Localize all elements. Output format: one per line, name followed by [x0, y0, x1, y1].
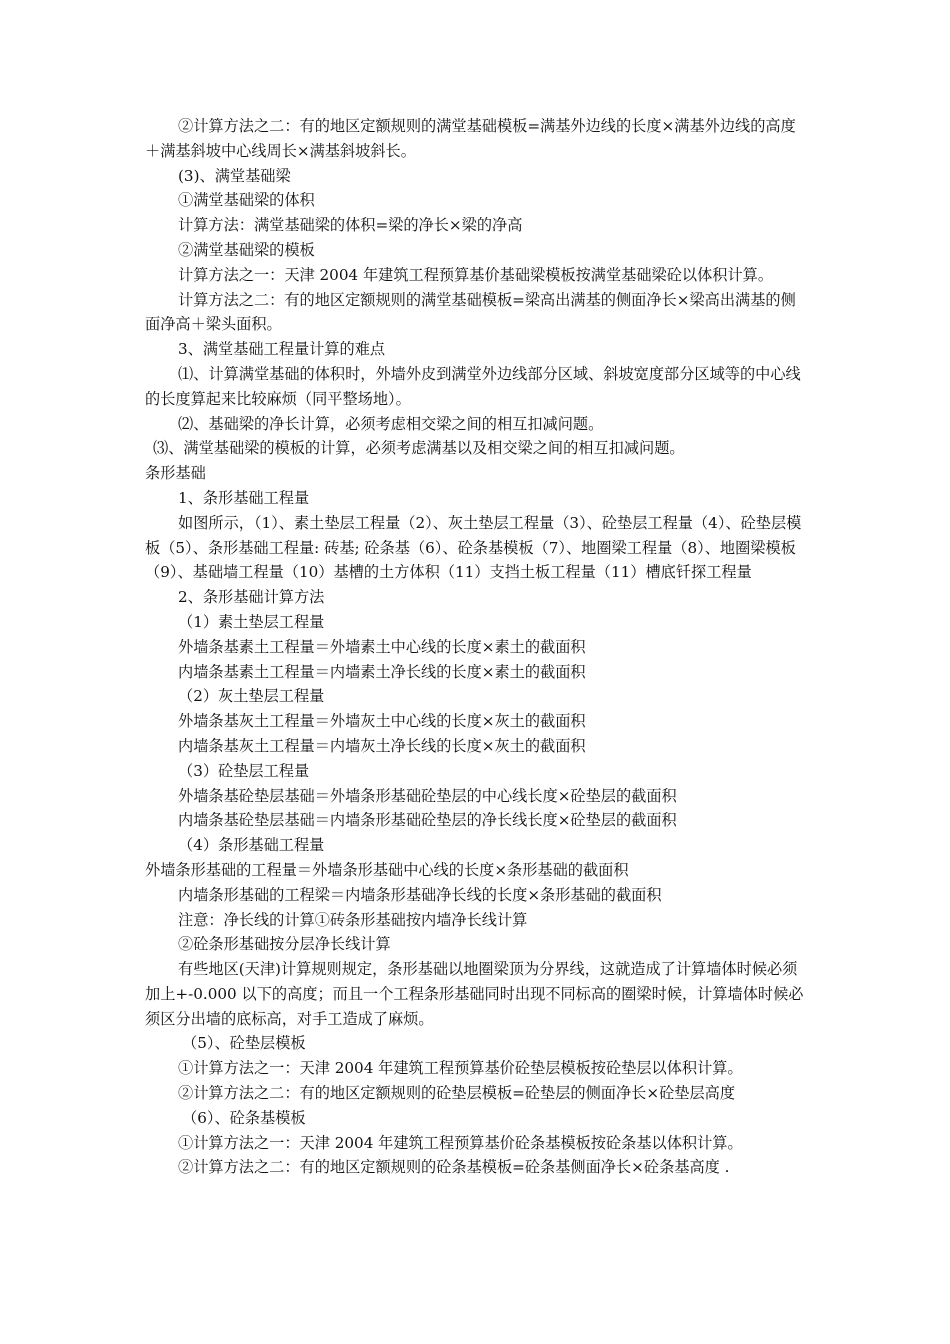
- subsection-heading: （3）砼垫层工程量: [178, 761, 310, 780]
- section-heading: 1、条形基础工程量: [178, 488, 310, 507]
- subsection-heading: （5）、砼垫层模板: [182, 1034, 306, 1053]
- paragraph: 计算方法：满堂基础梁的体积=梁的净长×梁的净高: [178, 216, 523, 235]
- formula-line: 外墙条基灰土工程量＝外墙灰土中心线的长度×灰土的截面积: [178, 712, 586, 731]
- formula-line: 外墙条基砼垫层基础＝外墙条形基础砼垫层的中心线长度×砼垫层的截面积: [178, 786, 677, 805]
- paragraph: ⑵、基础梁的净长计算，必须考虑相交梁之间的相互扣减问题。: [178, 414, 604, 433]
- section-heading: 3、满堂基础工程量计算的难点: [178, 340, 386, 359]
- subsection-heading: （2）灰土垫层工程量: [178, 687, 325, 706]
- paragraph: ⑴、计算满堂基础的体积时，外墙外皮到满堂外边线部分区域、斜坡宽度部分区域等的中心线的长度算起来比较麻烦（同平整场地）。: [145, 364, 801, 408]
- section-heading: 2、条形基础计算方法: [178, 588, 325, 607]
- paragraph: ⑶、满堂基础梁的模板的计算，必须考虑满基以及相交梁之间的相互扣减问题。: [153, 439, 685, 458]
- subsection-heading: （4）条形基础工程量: [178, 836, 325, 855]
- subsection-heading: （6）、砼条基模板: [182, 1108, 306, 1127]
- note-line: ②砼条形基础按分层净长线计算: [178, 935, 391, 954]
- paragraph: 计算方法之二：有的地区定额规则的满堂基础模板=梁高出满基的侧面净长×梁高出满基的侧面净高＋梁头面积。: [145, 290, 796, 334]
- section-heading: (3)、满堂基础梁: [178, 166, 291, 185]
- paragraph: 计算方法之一：天津 2004 年建筑工程预算基价基础梁模板按满堂基础梁砼以体积计算。: [178, 265, 774, 284]
- formula-line: 内墙条基灰土工程量＝内墙灰土净长线的长度×灰土的截面积: [178, 736, 586, 755]
- subsection-heading: ②满堂基础梁的模板: [178, 240, 315, 259]
- formula-line: 内墙条基素土工程量＝内墙素土净长线的长度×素土的截面积: [178, 662, 586, 681]
- paragraph: 有些地区(天津)计算规则规定，条形基础以地圈梁顶为分界线，这就造成了计算墙体时候必须加上+-0.000 以下的高度；而且一个工程条形基础同时出现不同标高的圈梁时候，计算墙体时候必须区分出墙的底标高，对手工造成了麻烦。: [145, 960, 804, 1028]
- paragraph: ②计算方法之二：有的地区定额规则的砼条基模板=砼条基侧面净长×砼条基高度 .: [178, 1158, 730, 1177]
- formula-line: 外墙条形基础的工程量＝外墙条形基础中心线的长度×条形基础的截面积: [145, 860, 629, 879]
- paragraph: ①计算方法之一：天津 2004 年建筑工程预算基价砼垫层模板按砼垫层以体积计算。: [178, 1059, 743, 1078]
- paragraph: 如图所示，（1）、素土垫层工程量（2）、灰土垫层工程量（3）、砼垫层工程量（4）、砼垫层模板（5）、条形基础工程量: 砖基; 砼条基（6）、砼条基模板（7）、地圈梁工程量（8）、地圈梁模板（9）、基础墙工程量（10）基槽的土方体积（11）支挡土板工程量（11）槽底钎探工程量: [145, 513, 802, 582]
- document-body: [145, 114, 809, 1180]
- formula-line: 内墙条基砼垫层基础＝内墙条形基础砼垫层的净长线长度×砼垫层的截面积: [178, 811, 677, 830]
- chapter-heading: 条形基础: [145, 464, 206, 483]
- note-line: 注意：净长线的计算①砖条形基础按内墙净长线计算: [178, 910, 528, 929]
- formula-line: 外墙条基素土工程量＝外墙素土中心线的长度×素土的截面积: [178, 637, 586, 656]
- subsection-heading: （1）素土垫层工程量: [178, 612, 325, 631]
- paragraph: ②计算方法之二：有的地区定额规则的满堂基础模板=满基外边线的长度×满基外边线的高度＋满基斜坡中心线周长×满基斜坡斜长。: [145, 117, 796, 160]
- paragraph: ①计算方法之一：天津 2004 年建筑工程预算基价砼条基模板按砼条基以体积计算。: [178, 1133, 743, 1152]
- formula-line: 内墙条形基础的工程梁＝内墙条形基础净长线的长度×条形基础的截面积: [178, 885, 662, 904]
- paragraph: ②计算方法之二：有的地区定额规则的砼垫层模板=砼垫层的侧面净长×砼垫层高度: [178, 1084, 736, 1103]
- subsection-heading: ①满堂基础梁的体积: [178, 191, 315, 210]
